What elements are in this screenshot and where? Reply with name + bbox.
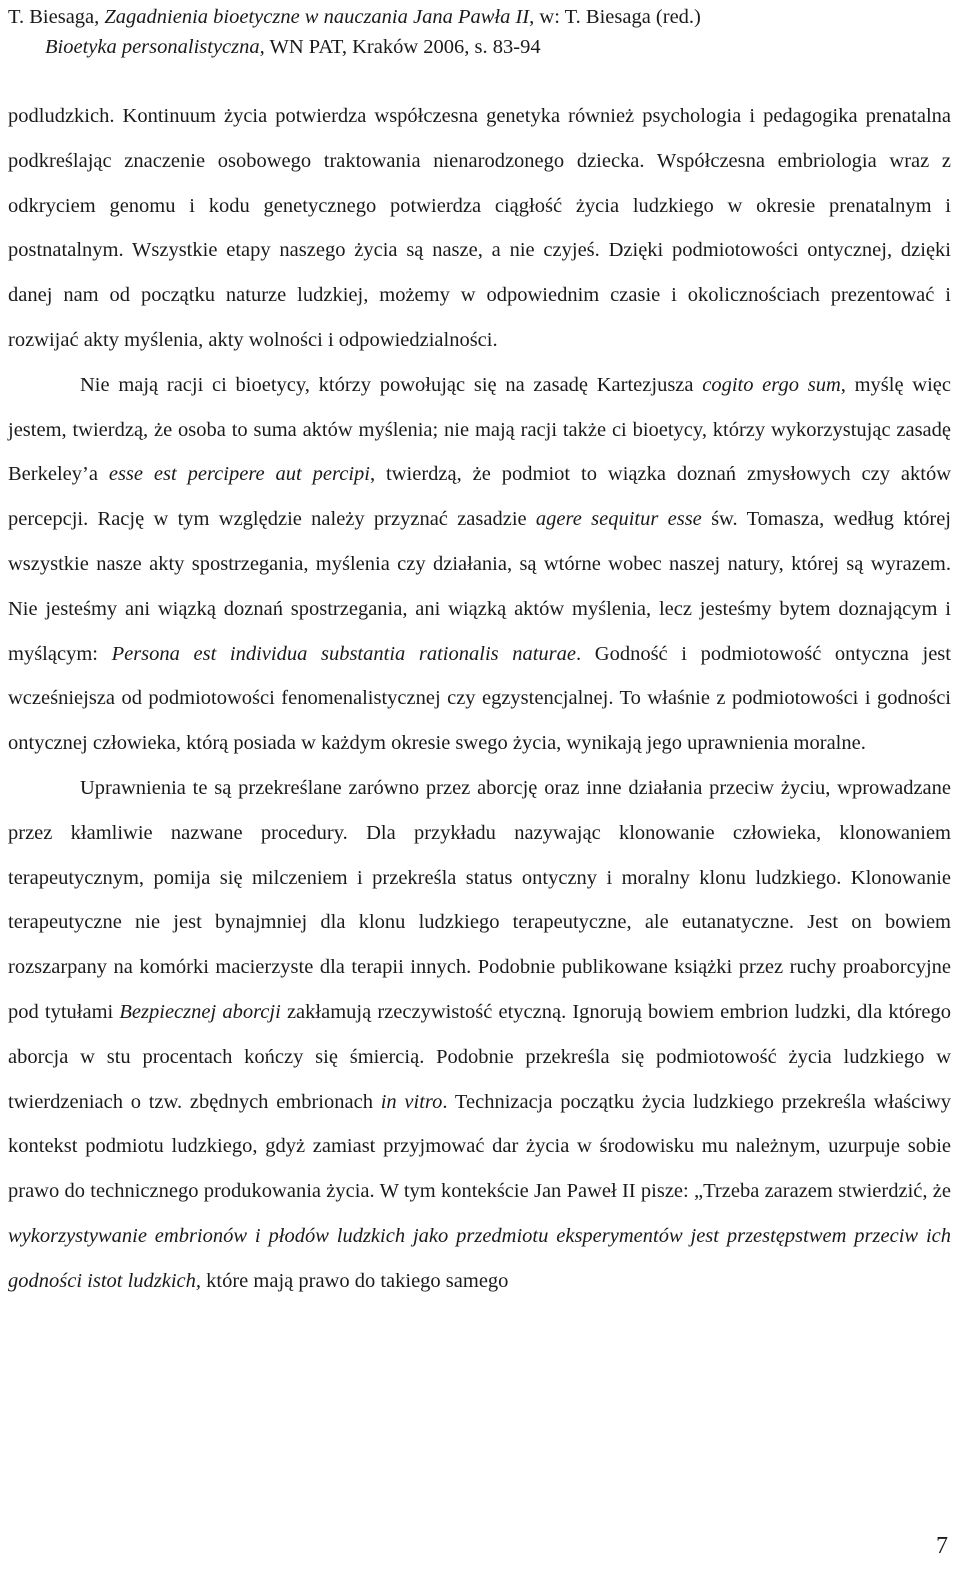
p2-latin-4: Persona est individua substantia rationalis naturae bbox=[111, 642, 577, 665]
citation-header bbox=[8, 2, 952, 62]
p2-latin-1: cogito ergo sum bbox=[702, 373, 841, 396]
body-text bbox=[8, 94, 951, 1304]
citation-line-1 bbox=[8, 2, 952, 32]
p2-latin-2: esse est percipere aut percipi bbox=[108, 463, 370, 486]
citation-publisher: , WN PAT, Kraków 2006, s. 83-94 bbox=[259, 36, 541, 58]
p3-text-3: . Technizacja początku życia ludzkiego przekreśla właściwy kontekst podmiotu ludzkiego, gdyż zamiast przyjmować dar życia w środowisku mu należnym, uzurpuje sobie prawo do technicznego produkowania życia. W tym kontekście Jan Paweł II pisze: „Trzeba zarazem stwierdzić, że bbox=[8, 1090, 951, 1203]
p3-italic-1: Bezpiecznej aborcji bbox=[119, 1000, 281, 1023]
page-number: 7 bbox=[936, 1533, 948, 1559]
paragraph-3 bbox=[8, 766, 951, 1304]
p3-text-2: zakłamują rzeczywistość etyczną. Ignorują bowiem embrion ludzki, dla którego aborcja w stu procentach kończy się śmiercią. Podobnie przekreśla się podmiotowość życia ludzkiego w twierdzeniach o tzw. zbędnych embrionach bbox=[8, 1000, 951, 1113]
p3-quote-italic: wykorzystywanie embrionów i płodów ludzkich jako przedmiotu eksperymentów jest przestępstwem przeciw ich godności istot ludzkich, bbox=[8, 1224, 951, 1292]
citation-book-title: Bioetyka personalistyczna bbox=[45, 36, 260, 58]
citation-editor: , w: T. Biesaga (red.) bbox=[529, 6, 701, 28]
p3-italic-2: in vitro bbox=[380, 1090, 443, 1113]
paragraph-2 bbox=[8, 363, 951, 766]
citation-author: T. Biesaga, bbox=[8, 6, 105, 28]
p2-text-4: św. Tomasza, według której wszystkie nasze akty spostrzegania, myślenia czy działania, są wtórne wobec naszej natury, której są wyrazem. Nie jesteśmy ani wiązką doznań spostrzegania, ani wiązką aktów myślenia, lecz jesteśmy bytem doznającym i myślącym: bbox=[8, 508, 952, 665]
p2-latin-3: agere sequitur esse bbox=[535, 508, 702, 531]
p3-text-4: które mają prawo do takiego samego bbox=[201, 1269, 509, 1292]
p2-text-3: , twierdzą, że podmiot to wiązka doznań zmysłowych czy aktów percepcji. Rację w tym względzie należy przyznać zasadzie bbox=[8, 463, 951, 531]
citation-line-2 bbox=[8, 32, 952, 62]
p2-text-5: . Godność i podmiotowość ontyczna jest wcześniejsza od podmiotowości fenomenalistycznej czy egzystencjalnej. To właśnie z podmiotowości i godności ontycznej człowieka, którą posiada w każdym okresie swego życia, wynikają jego uprawnienia moralne. bbox=[8, 642, 951, 755]
p2-text-2: , myślę więc jestem, twierdzą, że osoba to suma aktów myślenia; nie mają racji także ci bioetycy, którzy wykorzystując zasadę Berkeley’a bbox=[8, 373, 951, 486]
paragraph-1: podludzkich. Kontinuum życia potwierdza współczesna genetyka również psychologia i pedagogika prenatalna podkreślając znaczenie osobowego traktowania nienarodzonego dziecka. Współczesna embriologia wraz z odkryciem genomu i kodu genetycznego potwierdza ciągłość życia ludzkiego w okresie prenatalnym i postnatalnym. Wszystkie etapy naszego życia są nasze, a nie czyjeś. Dzięki podmiotowości ontycznej, dzięki danej nam od początku naturze ludzkiej, możemy w odpowiednim czasie i okolicznościach prezentować i rozwijać akty myślenia, akty wolności i odpowiedzialności. bbox=[8, 105, 951, 351]
p2-text-1: Nie mają racji ci bioetycy, którzy powołując się na zasadę Kartezjusza bbox=[80, 373, 703, 396]
citation-article-title: Zagadnienia bioetyczne w nauczania Jana Pawła II bbox=[104, 6, 530, 28]
p3-text-1: Uprawnienia te są przekreślane zarówno przez aborcję oraz inne działania przeciw życiu, wprowadzane przez kłamliwie nazwane procedury. Dla przykładu nazywając klonowanie człowieka, klonowaniem terapeutycznym, pomija się milczeniem i przekreśla status ontyczny i moralny klonu ludzkiego. Klonowanie terapeutyczne nie jest bynajmniej dla klonu ludzkiego terapeutyczne, ale eutanatyczne. Jest on bowiem rozszarpany na komórki macierzyste dla terapii innych. Podobnie publikowane książki przez ruchy proaborcyjne pod tytułami bbox=[8, 776, 951, 1023]
